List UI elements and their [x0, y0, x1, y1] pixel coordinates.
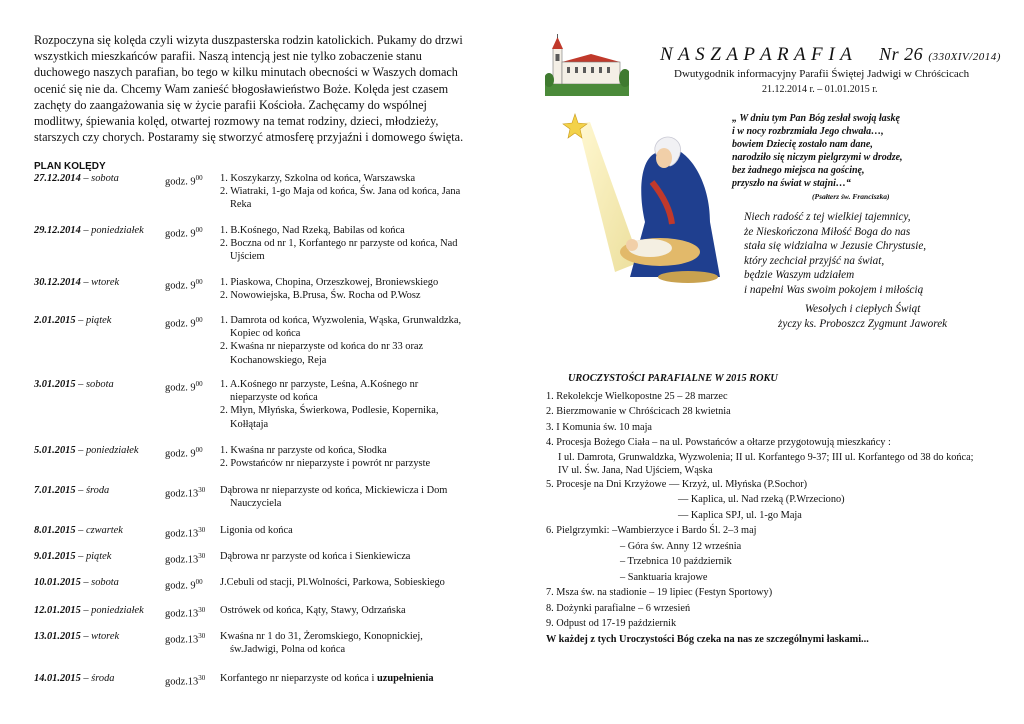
date-value: 10.01.2015: [34, 577, 81, 588]
date-value: 5.01.2015: [34, 445, 76, 456]
street-text: 1. B.Kośnego, Nad Rzeką, Babilas od końca: [220, 225, 405, 236]
event-item: 7. Msza św. na stadionie – 19 lipiec (Festyn Sportowy): [546, 587, 773, 599]
schedule-time: [165, 604, 205, 621]
quote-line: narodziło się niczym pielgrzymi w drodze,: [732, 152, 903, 163]
schedule-date: [34, 444, 138, 457]
event-item: 1. Rekolekcje Wielkopostne 25 – 28 marzec: [546, 390, 728, 402]
schedule-date: [34, 630, 119, 643]
schedule-date: [34, 524, 123, 537]
schedule-row: [34, 672, 464, 688]
nativity-image: [560, 112, 725, 287]
day-name: – sobota: [83, 173, 119, 184]
street-bold-tail: uzupełnienia: [376, 673, 434, 684]
street-list: [220, 576, 464, 589]
street-text: 2. Młyn, Młyńska, Świerkowa, Podlesie, Kopernika, Kołłątaja: [220, 405, 439, 430]
event-item-detail: – Sanktuaria krajowe: [620, 571, 708, 583]
street-list: [220, 224, 464, 237]
wish-line: że Nieskończona Miłość Boga do nas: [744, 225, 911, 238]
schedule-date: [34, 604, 144, 617]
time-hour: godz. 9: [165, 382, 196, 394]
date-value: 14.01.2015: [34, 673, 81, 684]
street-text: 1. Koszykarzy, Szkolna od końca, Warszawska: [220, 173, 416, 184]
street-list: [220, 524, 464, 537]
time-minutes: 30: [198, 486, 206, 494]
time-hour: godz. 9: [165, 280, 196, 292]
time-minutes: 30: [198, 674, 206, 682]
time-minutes: 30: [198, 632, 206, 640]
street-text: Dąbrowa nr parzyste od końca i Sienkiewicza: [220, 551, 411, 562]
schedule-time: [165, 276, 203, 293]
schedule-date: [34, 550, 111, 563]
street-list: [220, 340, 464, 366]
day-name: – czwartek: [78, 525, 123, 536]
day-name: – poniedziałek: [83, 225, 144, 236]
date-value: 27.12.2014: [34, 173, 81, 184]
event-item: 9. Odpust od 17-19 październik: [546, 618, 677, 630]
street-list: [220, 237, 464, 263]
time-hour: godz.13: [165, 634, 199, 646]
street-list: [220, 672, 464, 685]
street-list: [220, 550, 464, 563]
intro-paragraph: Rozpoczyna się kolęda czyli wizyta duszpasterska rodzin katolickich. Pukamy do drzwi wszystkich mieszkańców parafii. Naszą intencją jest nie tylko zobaczenie stanu duchowego naszych parafian, bo tego w kilku minutach obecności w Waszych domach ocenić się nie da. Chcemy Wam zanieść błogosławieństwo Boże. Kolęda jest czasem zachęty do zaangażowania się w życie parafii Kościoła. Zachęcamy do wspólnej modlitwy, śpiewania kolęd, otwartej rozmowy na temat rodziny, dzieci, młodzieży, starszych czy chorych. Postaramy się stworzyć atmosferę przyjaźni i domowego święta.: [34, 33, 464, 145]
date-value: 30.12.2014: [34, 277, 81, 288]
schedule-time: [165, 224, 203, 241]
day-name: – sobota: [78, 379, 114, 390]
event-item-detail: — Kaplica, ul. Nad rzeką (P.Wrzeciono): [678, 494, 845, 506]
schedule-time: [165, 484, 205, 501]
street-list: [220, 404, 464, 430]
street-text: 2. Powstańców nr nieparzyste i powrót nr parzyste: [220, 458, 431, 470]
time-minutes: 30: [198, 552, 206, 560]
event-item-detail: — Kaplica SPJ, ul. 1-go Maja: [678, 509, 802, 521]
time-minutes: 00: [195, 446, 203, 454]
schedule-streets: [220, 314, 464, 367]
schedule-streets: [220, 224, 464, 264]
day-name: – sobota: [83, 577, 119, 588]
street-text: 1. Piaskowa, Chopina, Orzeszkowej, Broniewskiego: [220, 277, 439, 288]
issue-dates: 21.12.2014 r. – 01.01.2015 r.: [762, 84, 878, 95]
date-value: 12.01.2015: [34, 605, 81, 616]
time-minutes: 00: [195, 278, 203, 286]
street-list: [220, 378, 464, 404]
event-item: 3. I Komunia św. 10 maja: [546, 421, 653, 433]
schedule-date: [34, 484, 109, 497]
street-text: 2. Boczna od nr 1, Korfantego nr parzyste od końca, Nad Ujściem: [220, 238, 458, 263]
wish-line: będzie Waszym udziałem: [744, 269, 855, 282]
schedule-row: [34, 484, 464, 510]
newsletter-subtitle: Dwutygodnik informacyjny Parafii Świętej Jadwigi w Chróścicach: [674, 68, 970, 80]
time-minutes: 00: [195, 226, 203, 234]
events-closing: W każdej z tych Uroczystości Bóg czeka na nas ze szczególnymi łaskami...: [546, 633, 869, 645]
time-minutes: 30: [198, 606, 206, 614]
street-text: Ostrówek od końca, Kąty, Stawy, Odrzańska: [220, 605, 406, 616]
schedule-date: [34, 172, 119, 185]
street-text: J.Cebuli od stacji, Pl.Wolności, Parkowa, Sobieskiego: [220, 577, 445, 588]
greeting: Wesołych i ciepłych Świąt: [804, 303, 921, 315]
schedule-row: [34, 524, 464, 540]
schedule-row: [34, 276, 464, 302]
date-value: 13.01.2015: [34, 631, 81, 642]
schedule-streets: [220, 378, 464, 431]
schedule-streets: [220, 672, 464, 685]
time-hour: godz. 9: [165, 228, 196, 240]
street-text: Dąbrowa nr nieparzyste od końca, Mickiewicza i Dom Nauczyciela: [220, 485, 448, 510]
time-hour: godz.13: [165, 608, 199, 620]
street-text: Ligonia od końca: [220, 525, 293, 536]
street-text: 2. Wiatraki, 1-go Maja od końca, Św. Jana od końca, Jana Reka: [220, 186, 461, 211]
schedule-date: [34, 576, 119, 589]
day-name: – poniedziałek: [78, 445, 139, 456]
street-list: [220, 289, 464, 302]
street-text: Korfantego nr nieparzyste od końca i: [220, 673, 375, 684]
date-value: 29.12.2014: [34, 225, 81, 236]
event-item-detail: I ul. Damrota, Grunwaldzka, Wyzwolenia; II ul. Korfantego 9-37; III ul. Korfantego od 38 do końca; IV ul. Św. Jana, Nad Ujściem, Wąska: [558, 451, 974, 476]
time-hour: godz.13: [165, 528, 199, 540]
schedule-time: [165, 576, 203, 593]
schedule-row: [34, 604, 464, 620]
schedule-streets: [220, 630, 464, 656]
schedule-row: [34, 444, 464, 470]
day-name: – środa: [83, 673, 115, 684]
schedule-streets: [220, 484, 464, 510]
time-minutes: 00: [195, 174, 203, 182]
schedule-date: [34, 672, 114, 685]
church-icon: [545, 34, 629, 96]
schedule-streets: [220, 444, 464, 470]
schedule-date: [34, 378, 114, 391]
date-value: 2.01.2015: [34, 315, 76, 326]
street-list: [220, 172, 464, 185]
quote-line: bowiem Dziecię zostało nam dane,: [732, 139, 873, 150]
wish-line: który zechciał przyjść na świat,: [744, 254, 885, 267]
schedule-time: [165, 314, 203, 331]
street-list: [220, 484, 464, 510]
wish-line: Niech radość z tej wielkiej tajemnicy,: [744, 211, 911, 223]
signature-block: [778, 302, 947, 331]
schedule-streets: [220, 524, 464, 537]
street-text: Kwaśna nr 1 do 31, Żeromskiego, Konopnickiej, św.Jadwigi, Polna od końca: [220, 631, 423, 656]
time-hour: godz. 9: [165, 448, 196, 460]
date-value: 7.01.2015: [34, 485, 76, 496]
time-hour: godz. 9: [165, 318, 196, 330]
quote-line: „ W dniu tym Pan Bóg zesłał swoją łaskę: [732, 113, 900, 124]
schedule-row: [34, 630, 464, 656]
schedule-row: [34, 550, 464, 566]
schedule-row: [34, 172, 464, 212]
wish-line: i napełni Was swoim pokojem i miłością: [744, 283, 924, 296]
schedule-time: [165, 672, 205, 689]
schedule-row: [34, 576, 464, 592]
christmas-wish: [744, 210, 926, 298]
date-value: 8.01.2015: [34, 525, 76, 536]
day-name: – wtorek: [83, 277, 120, 288]
quote-line: i w nocy rozbrzmiała Jego chwała…,: [732, 126, 884, 137]
issue-number: Nr 26: [879, 44, 924, 64]
schedule-date: [34, 276, 119, 289]
issue-volume: (330XIV/2014): [928, 51, 1001, 63]
schedule-streets: [220, 576, 464, 589]
schedule-streets: [220, 172, 464, 212]
quote-line: bez żadnego miejsca na gościnę,: [732, 165, 865, 176]
schedule-streets: [220, 276, 464, 302]
event-item-detail: – Trzebnica 10 październik: [620, 556, 732, 568]
events-title: UROCZYSTOŚCI PARAFIALNE W 2015 ROKU: [568, 373, 778, 384]
time-hour: godz.13: [165, 488, 199, 500]
day-name: – wtorek: [83, 631, 120, 642]
schedule-streets: [220, 604, 464, 617]
schedule-row: [34, 314, 464, 367]
quote-line: przyszło na świat w stajni…“: [732, 178, 851, 189]
date-value: 9.01.2015: [34, 551, 76, 562]
street-text: 2. Kwaśna nr nieparzyste od końca do nr 33 oraz Kochanowskiego, Reja: [220, 341, 424, 366]
wish-line: stała się widzialna w Jezusie Chrystusie,: [744, 240, 927, 253]
schedule-row: [34, 224, 464, 264]
street-text: 2. Nowowiejska, B.Prusa, Św. Rocha od P.Wosz: [220, 290, 421, 302]
street-list: [220, 276, 464, 289]
time-minutes: 30: [198, 526, 206, 534]
street-list: [220, 185, 464, 211]
street-list: [220, 444, 464, 457]
left-column: [34, 32, 464, 688]
street-list: [220, 604, 464, 617]
time-minutes: 00: [195, 380, 203, 388]
time-hour: godz.13: [165, 554, 199, 566]
event-item: 4. Procesja Bożego Ciała – na ul. Powstańców a ołtarze przygotowują mieszkańcy :: [546, 437, 891, 448]
newsletter-title: [660, 44, 1001, 66]
time-hour: godz. 9: [165, 580, 196, 592]
event-item: 8. Dożynki parafialne – 6 wrzesień: [546, 602, 691, 614]
day-name: – poniedziałek: [83, 605, 144, 616]
street-text: 1. A.Kośnego nr parzyste, Leśna, A.Kośnego nr nieparzyste od końca: [220, 379, 419, 404]
day-name: – piątek: [78, 551, 112, 562]
schedule-streets: [220, 550, 464, 563]
event-item-detail: – Góra św. Anny 12 września: [620, 540, 742, 552]
street-text: 1. Kwaśna nr parzyste od końca, Słodka: [220, 445, 387, 456]
time-minutes: 00: [195, 316, 203, 324]
street-list: [220, 630, 464, 656]
time-minutes: 00: [195, 578, 203, 586]
events-section: [546, 371, 986, 647]
street-list: [220, 457, 464, 470]
schedule-date: [34, 314, 111, 327]
schedule-time: [165, 172, 203, 189]
time-hour: godz. 9: [165, 176, 196, 188]
street-text: 1. Damrota od końca, Wyzwolenia, Wąska, Grunwaldzka, Kopiec od końca: [220, 315, 462, 340]
quote-source: (Psałterz św. Franciszka): [812, 192, 890, 201]
title-text: N A S Z A P A R A F I A: [660, 44, 852, 65]
event-item: 5. Procesje na Dni Krzyżowe — Krzyż, ul. Młyńska (P.Sochor): [546, 478, 808, 490]
schedule-time: [165, 630, 205, 647]
plan-title: PLAN KOLĘDY: [34, 161, 106, 173]
schedule-time: [165, 444, 203, 461]
schedule-row: [34, 378, 464, 431]
schedule-date: [34, 224, 144, 237]
event-item: 6. Pielgrzymki: –Wambierzyce i Bardo Śl. 2–3 maj: [546, 525, 757, 537]
date-value: 3.01.2015: [34, 379, 76, 390]
schedule-time: [165, 378, 203, 395]
day-name: – piątek: [78, 315, 112, 326]
day-name: – środa: [78, 485, 110, 496]
signature: życzy ks. Proboszcz Zygmunt Jaworek: [778, 317, 948, 330]
schedule-time: [165, 524, 205, 541]
quote-block: [732, 112, 903, 203]
schedule-time: [165, 550, 205, 567]
time-hour: godz.13: [165, 676, 199, 688]
event-item: 2. Bierzmowanie w Chróścicach 28 kwietnia: [546, 406, 731, 417]
street-list: [220, 314, 464, 340]
